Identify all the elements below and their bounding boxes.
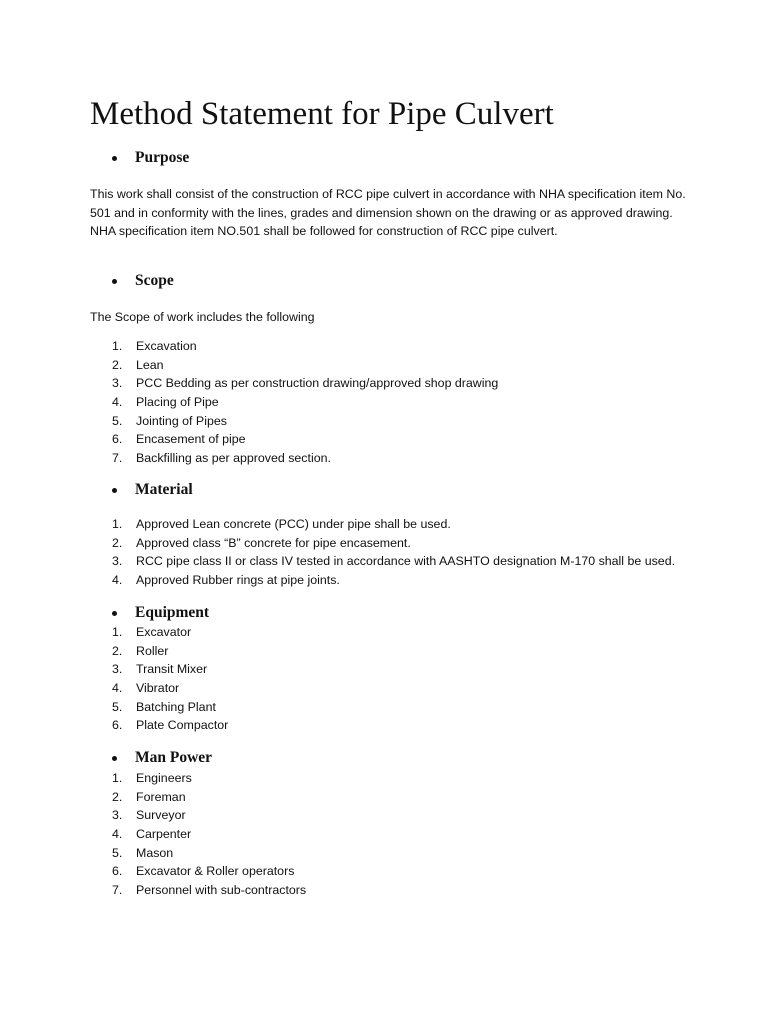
list-item: [112, 825, 306, 844]
list-number: 1.: [112, 625, 123, 639]
list-item: [112, 642, 228, 661]
list-text: RCC pipe class II or class IV tested in accordance with AASHTO designation M-170 shall be used.: [136, 554, 676, 569]
list-text: Engineers: [136, 771, 192, 785]
list-number: 2.: [112, 357, 123, 372]
list-item: [112, 337, 498, 356]
section-heading-label: Material: [135, 481, 193, 498]
list-text: Foreman: [136, 789, 186, 804]
list-item: [112, 716, 228, 735]
list-item: [112, 623, 228, 642]
list-number: 2.: [112, 643, 123, 658]
list-text: Approved Rubber rings at pipe joints.: [136, 573, 340, 588]
list-text: Lean: [136, 357, 164, 372]
list-number: 6.: [112, 432, 123, 447]
list-text: PCC Bedding as per construction drawing/approved shop drawing: [136, 376, 499, 391]
list-text: Excavator & Roller operators: [136, 864, 295, 879]
list-item: [112, 515, 675, 534]
list-item: [112, 356, 498, 375]
list-item: [112, 449, 498, 468]
list-text: Roller: [136, 643, 169, 658]
list-text: Batching Plant: [136, 699, 216, 714]
manpower-list: [112, 769, 306, 900]
list-item: [112, 393, 498, 412]
list-number: 5.: [112, 413, 123, 428]
list-item: [112, 552, 675, 571]
section-heading-label: Purpose: [135, 149, 190, 166]
list-text: Placing of Pipe: [136, 395, 219, 410]
list-number: 4.: [112, 681, 123, 696]
list-item: [112, 430, 498, 449]
bullet-icon: [112, 156, 117, 161]
list-item: [112, 769, 306, 788]
list-text: Backfilling as per approved section.: [136, 451, 331, 466]
list-item: [112, 660, 228, 679]
list-text: Jointing of Pipes: [136, 413, 227, 428]
list-number: 5.: [112, 699, 123, 714]
list-number: 1.: [112, 517, 123, 531]
list-number: 4.: [112, 395, 123, 410]
list-text: Personnel with sub-contractors: [136, 883, 307, 898]
bullet-icon: [112, 756, 117, 761]
bullet-icon: [112, 488, 117, 493]
list-text: Excavator: [136, 625, 192, 639]
list-text: Mason: [136, 845, 174, 860]
list-number: 6.: [112, 864, 123, 879]
list-text: Transit Mixer: [136, 662, 208, 677]
purpose-text: This work shall consist of the construction of RCC pipe culvert in accordance with NHA specification item No. 501 and in conformity with the lines, grades and dimension shown on the drawing or as approved drawing.: [90, 187, 686, 220]
list-text: Approved class “B” concrete for pipe encasement.: [136, 535, 411, 550]
list-text: Approved Lean concrete (PCC) under pipe shall be used.: [136, 517, 451, 531]
list-number: 3.: [112, 554, 123, 569]
scope-intro: [90, 308, 690, 327]
bullet-icon: [112, 279, 117, 284]
list-item: [112, 844, 306, 863]
list-number: 3.: [112, 808, 123, 823]
list-item: [112, 881, 306, 900]
section-heading-label: Scope: [135, 272, 174, 289]
section-heading-scope: [112, 271, 174, 291]
purpose-text-2: NHA specification item NO.501 shall be followed for construction of RCC pipe culvert.: [90, 224, 558, 239]
list-item: [112, 806, 306, 825]
purpose-paragraph: [90, 185, 690, 241]
list-number: 7.: [112, 883, 123, 898]
list-text: Carpenter: [136, 827, 192, 842]
list-number: 2.: [112, 535, 123, 550]
list-number: 3.: [112, 376, 123, 391]
bullet-icon: [112, 611, 117, 616]
scope-list: [112, 337, 498, 468]
section-heading-purpose: [112, 148, 189, 168]
list-number: 1.: [112, 339, 123, 353]
page-title: Method Statement for Pipe Culvert: [90, 96, 554, 132]
list-number: 3.: [112, 662, 123, 677]
list-number: 4.: [112, 573, 123, 588]
list-number: 7.: [112, 451, 123, 466]
section-heading-label: Man Power: [135, 749, 213, 766]
list-number: 6.: [112, 718, 123, 733]
section-heading-material: [112, 480, 193, 500]
list-number: 4.: [112, 827, 123, 842]
list-item: [112, 534, 675, 553]
list-item: [112, 679, 228, 698]
list-item: [112, 571, 675, 590]
list-number: 5.: [112, 845, 123, 860]
list-item: [112, 698, 228, 717]
scope-intro-text: The Scope of work includes the following: [90, 310, 315, 324]
list-number: 1.: [112, 771, 123, 785]
list-item: [112, 412, 498, 431]
equipment-list: [112, 623, 228, 735]
list-text: Excavation: [136, 339, 197, 353]
material-list: [112, 515, 675, 590]
section-heading-manpower: [112, 748, 212, 768]
list-item: [112, 374, 498, 393]
list-text: Encasement of pipe: [136, 432, 246, 447]
list-item: [112, 862, 306, 881]
list-text: Vibrator: [136, 681, 180, 696]
list-text: Surveyor: [136, 808, 186, 823]
list-text: Plate Compactor: [136, 718, 229, 733]
list-number: 2.: [112, 789, 123, 804]
section-heading-label: Equipment: [135, 604, 210, 621]
section-heading-equipment: [112, 603, 209, 623]
list-item: [112, 788, 306, 807]
